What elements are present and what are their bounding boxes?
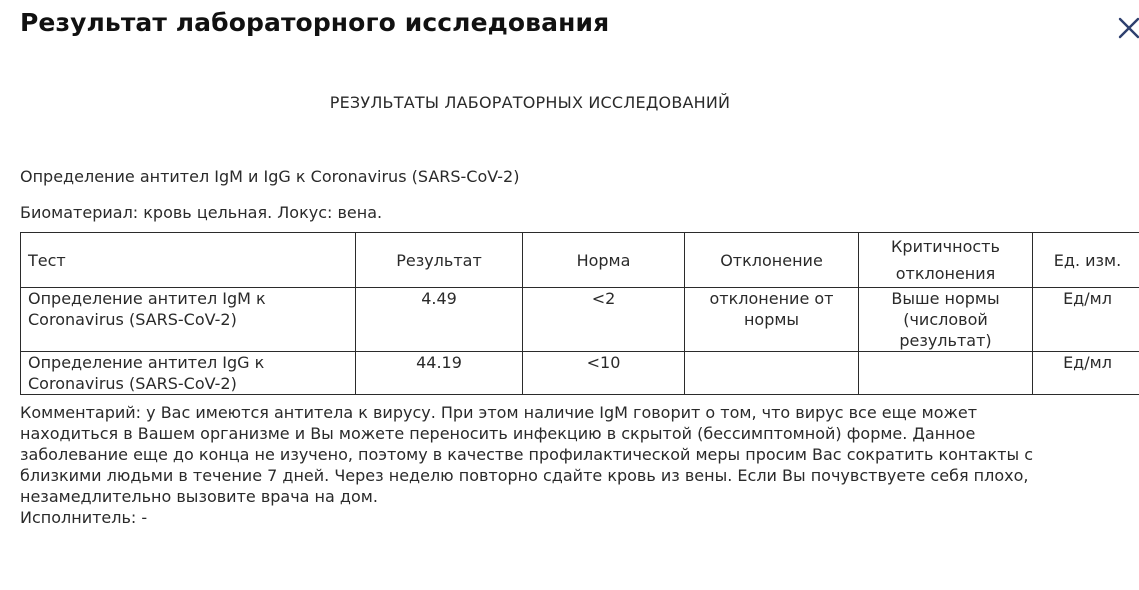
test-name: Определение антител IgM и IgG к Coronavirus (SARS-CoV-2) [20,167,520,186]
results-table [20,232,1139,395]
header-criticality: Критичность отклонения [859,233,1033,288]
header-unit: Ед. изм. [1033,233,1139,288]
table-row [21,288,1139,352]
executor-text: Исполнитель: - [20,508,148,527]
header-norm: Норма [523,233,685,288]
cell-criticality [859,352,1033,395]
cell-test: Определение антител IgM к Coronavirus (SARS-CoV-2) [21,288,356,352]
close-icon [1112,13,1139,43]
header-result: Результат [356,233,523,288]
header-deviation: Отклонение [685,233,859,288]
cell-unit: Ед/мл [1033,352,1139,395]
cell-deviation [685,352,859,395]
report-heading: РЕЗУЛЬТАТЫ ЛАБОРАТОРНЫХ ИССЛЕДОВАНИЙ [329,93,731,112]
table-header-row [21,233,1139,288]
cell-norm: <2 [523,288,685,352]
header-test: Тест [21,233,356,288]
cell-norm: <10 [523,352,685,395]
close-button[interactable] [1112,13,1139,43]
cell-result: 44.19 [356,352,523,395]
table-row [21,352,1139,395]
cell-deviation: отклонение от нормы [685,288,859,352]
cell-result: 4.49 [356,288,523,352]
biomaterial-info: Биоматериал: кровь цельная. Локус: вена. [20,203,383,222]
cell-criticality: Выше нормы (числовой результат) [859,288,1033,352]
comment-text: Комментарий: у Вас имеются антитела к вирусу. При этом наличие IgM говорит о том, что вирус все еще может находиться в Вашем организме и Вы можете переносить инфекцию в скрытой (бессимптомной) форме. Данное заболевание еще до конца не изучено, поэтому в качестве профилактической меры просим Вас сократить контакты с близкими людьми в течение 7 дней. Через неделю повторно сдайте кровь из вены. Если Вы почувствуете себя плохо, незамедлительно вызовите врача на дом. [20,403,1033,506]
cell-test: Определение антител IgG к Coronavirus (SARS-CoV-2) [21,352,356,395]
modal-title: Результат лабораторного исследования [20,8,610,37]
cell-unit: Ед/мл [1033,288,1139,352]
